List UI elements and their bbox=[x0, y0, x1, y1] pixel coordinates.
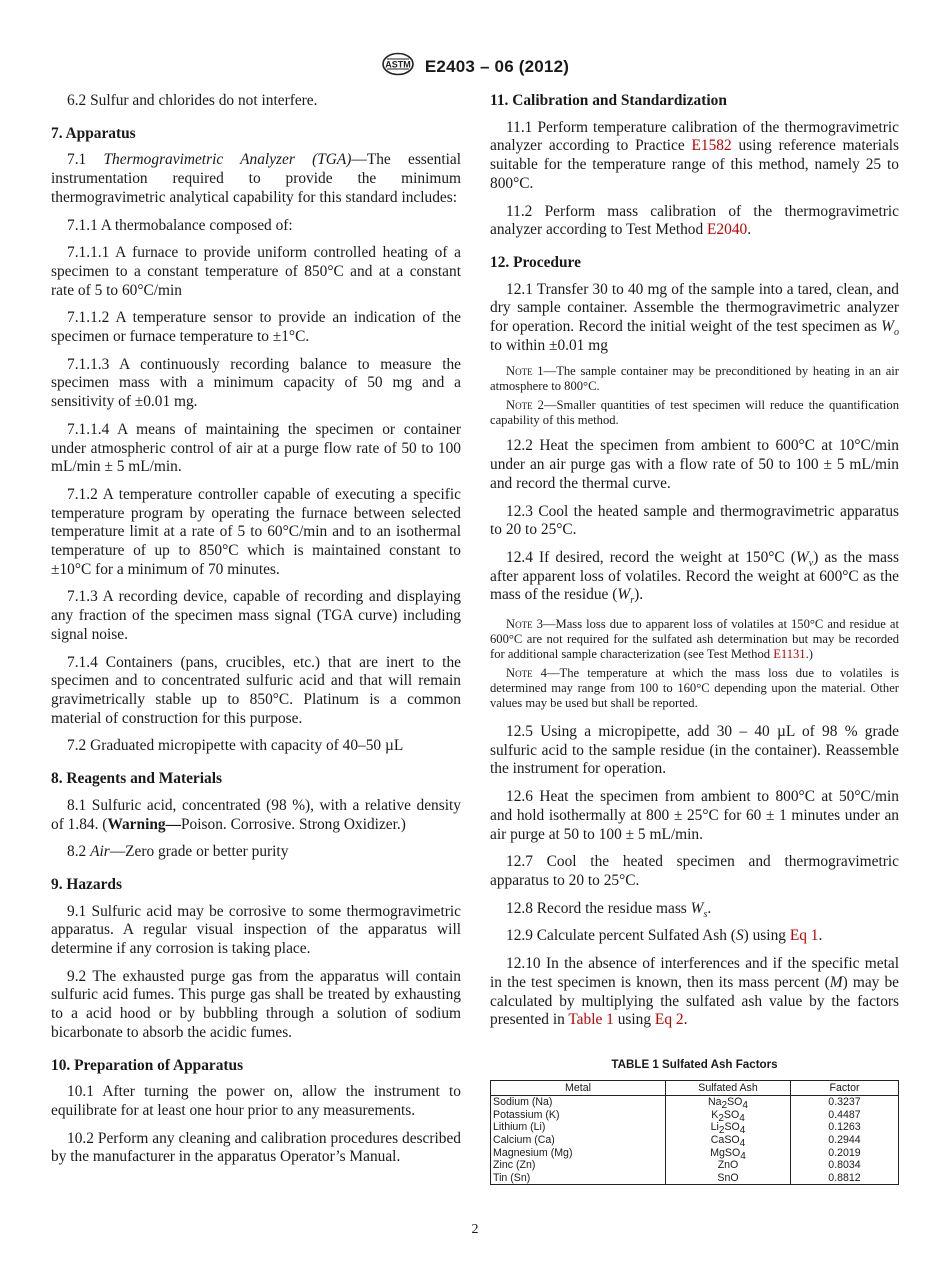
link-e1131[interactable]: E1131 bbox=[773, 647, 806, 662]
paragraph-text: . bbox=[747, 221, 752, 239]
paragraph-text: 12.9 Calculate percent Sulfated Ash ( bbox=[506, 927, 736, 945]
variable-subscript: o bbox=[894, 327, 899, 339]
cell-metal: Lithium (Li) bbox=[491, 1121, 666, 1134]
term: Thermogravimetric Analyzer (TGA) bbox=[103, 151, 352, 169]
cell-metal: Magnesium (Mg) bbox=[491, 1147, 666, 1160]
note-4 bbox=[490, 666, 899, 711]
paragraph-text: Poison. Corrosive. Strong Oxidizer.) bbox=[181, 815, 406, 833]
formula-part: SO bbox=[727, 1096, 743, 1109]
link-e1582[interactable]: E1582 bbox=[691, 137, 732, 155]
paragraph-text: using bbox=[613, 1011, 655, 1029]
cell-metal: Potassium (K) bbox=[491, 1109, 666, 1122]
formula-subscript: 4 bbox=[739, 1112, 745, 1124]
paragraph-7-1-1-1: 7.1.1.1 A furnace to provide uniform controlled heating of a specimen to a constant temperature of 850°C and at a constant rate of 5 to 60°C/min bbox=[51, 244, 461, 299]
formula-part: CaSO bbox=[710, 1133, 740, 1146]
paragraph-12-1 bbox=[490, 281, 899, 356]
paragraph-6-2: 6.2 Sulfur and chlorides do not interfere. bbox=[67, 92, 318, 109]
logo-text: ASTM bbox=[385, 59, 411, 70]
cell-sulfated-ash bbox=[666, 1133, 791, 1150]
section-7-heading: 7. Apparatus bbox=[51, 124, 136, 142]
paragraph-text: 12.8 Record the residue mass bbox=[506, 899, 691, 917]
note-text: .) bbox=[805, 647, 813, 662]
note-1 bbox=[490, 364, 899, 394]
note-label: Note 4 bbox=[506, 666, 547, 681]
paragraph-7-1-3: 7.1.3 A recording device, capable of recording and displaying any fraction of the specimen mass signal (TGA curve) including signal noise. bbox=[51, 588, 461, 643]
cell-sulfated-ash bbox=[666, 1121, 791, 1137]
paragraph-text: —The essential instrumentation required to provide the minimum thermogravimetric analytical capability for this standard includes: bbox=[51, 151, 461, 206]
cell-factor: 0.4487 bbox=[791, 1109, 899, 1122]
cell-factor: 0.2944 bbox=[791, 1134, 899, 1147]
paragraph-12-7: 12.7 Cool the heated specimen and thermogravimetric apparatus to 20 to 25°C. bbox=[490, 853, 899, 889]
paragraph-7-1-1-3: 7.1.1.3 A continuously recording balance to measure the specimen mass with a minimum capacity of 50 mg and a sensitivity of ±0.01 mg. bbox=[51, 355, 461, 411]
note-label: Note 2 bbox=[506, 398, 544, 413]
variable: W bbox=[617, 586, 631, 604]
paragraph-text: —Zero grade or better purity bbox=[109, 843, 289, 861]
paragraph-10-2: 10.2 Perform any cleaning and calibration procedures described by the manufacturer in the apparatus Operator’s Manual. bbox=[51, 1129, 461, 1166]
paragraph-text: . bbox=[683, 1011, 688, 1029]
paragraph-text: 11.1 Perform temperature calibration of the thermogravimetric analyzer according to Practice bbox=[490, 118, 899, 155]
cell-sulfated-ash bbox=[666, 1109, 791, 1122]
formula-part: SO bbox=[723, 1108, 740, 1121]
variable-subscript: s bbox=[703, 908, 708, 920]
formula-subscript: 4 bbox=[739, 1125, 746, 1137]
paragraph-12-2: 12.2 Heat the specimen from ambient to 600°C at 10°C/min under an air purge gas with a flow rate of 50 to 100 ± 5 mL/min and record the thermal curve. bbox=[490, 437, 899, 492]
note-label: Note 3 bbox=[506, 617, 543, 632]
section-12-heading: 12. Procedure bbox=[490, 253, 581, 271]
paragraph-text: 11.2 Perform mass calibration of the thermogravimetric analyzer according to Test Method bbox=[490, 202, 899, 239]
paragraph-9-1: 9.1 Sulfuric acid may be corrosive to some thermogravimetric apparatus. A regular visual inspection of the apparatus will determine if any corrosion is taking place. bbox=[51, 902, 461, 958]
link-eq1[interactable]: Eq 1 bbox=[789, 927, 819, 945]
table-row bbox=[491, 1096, 899, 1109]
note-text: —Smaller quantities of test specimen will reduce the quantification capability of this method. bbox=[490, 398, 899, 428]
formula-subscript: 4 bbox=[739, 1138, 746, 1150]
formula-subscript: 4 bbox=[742, 1100, 748, 1112]
paragraph-text: 12.10 In the absence of interferences and if the specific metal in the test specimen is known, then its mass percent ( bbox=[490, 955, 899, 991]
paragraph-7-2: 7.2 Graduated micropipette with capacity of 40–50 µL bbox=[67, 737, 404, 755]
note-label: Note 1 bbox=[506, 364, 544, 379]
page-header bbox=[0, 52, 950, 81]
paragraph-12-3: 12.3 Cool the heated sample and thermogravimetric apparatus to 20 to 25°C. bbox=[490, 502, 899, 539]
cell-factor: 0.3237 bbox=[791, 1096, 899, 1109]
paragraph-10-1: 10.1 After turning the power on, allow the instrument to equilibrate for at least one hour prior to any measurements. bbox=[51, 1083, 461, 1119]
paragraph-7-1 bbox=[51, 151, 461, 207]
cell-sulfated-ash: SnO bbox=[666, 1172, 791, 1185]
paragraph-12-10 bbox=[490, 955, 899, 1030]
variable: M bbox=[829, 973, 843, 991]
column-header-metal: Metal bbox=[491, 1080, 666, 1096]
term: Air bbox=[90, 843, 110, 861]
variable: W bbox=[690, 899, 704, 917]
paragraph-text: . bbox=[818, 927, 823, 945]
document-id: E2403 – 06 (2012) bbox=[424, 56, 570, 76]
column-header-sulfated-ash: Sulfated Ash bbox=[666, 1080, 791, 1096]
paragraph-text: . bbox=[707, 899, 712, 917]
paragraph-7-1-1-2: 7.1.1.2 A temperature sensor to provide an indication of the specimen or furnace temperature to ±1°C. bbox=[51, 309, 461, 346]
formula-part: MgSO bbox=[710, 1146, 741, 1159]
section-9-heading: 9. Hazards bbox=[51, 875, 122, 893]
paragraph-number: 7.1 bbox=[67, 151, 104, 169]
sulfated-ash-table bbox=[490, 1080, 899, 1186]
cell-sulfated-ash bbox=[666, 1096, 791, 1112]
formula-subscript: 4 bbox=[740, 1150, 746, 1162]
paragraph-11-2 bbox=[490, 203, 899, 240]
note-text: —Mass loss due to apparent loss of volatiles at 150°C and residue at 600°C are not required for the sulfated ash determination but may be recorded for additional sample characterization (see Test Method bbox=[490, 617, 899, 662]
paragraph-9-2: 9.2 The exhausted purge gas from the apparatus will contain sulfuric acid fumes. This purge gas shall be treated by exhausting to a acid hood or by bubbling through a solution of sodium bicarbonate to absorb the acidic fumes. bbox=[51, 967, 461, 1041]
cell-factor: 0.8812 bbox=[791, 1172, 899, 1185]
link-eq2[interactable]: Eq 2 bbox=[654, 1011, 684, 1029]
page-number: 2 bbox=[471, 1222, 479, 1237]
paragraph-text: ) as the mass after apparent loss of volatiles. Record the weight at 600°C as the mass of the residue ( bbox=[490, 548, 899, 604]
paragraph-text: 12.1 Transfer 30 to 40 mg of the sample into a tared, clean, and dry sample container. Assemble the thermogravimetric analyzer for operation. Record the initial weight of the test specimen as bbox=[490, 280, 899, 336]
note-2 bbox=[490, 398, 899, 428]
table-row bbox=[491, 1109, 899, 1122]
astm-logo-icon bbox=[381, 52, 415, 81]
table-header-row bbox=[491, 1080, 899, 1096]
variable: S bbox=[735, 927, 744, 945]
table-row bbox=[491, 1172, 899, 1185]
table-caption: TABLE 1 Sulfated Ash Factors bbox=[611, 1057, 778, 1071]
cell-factor: 0.1263 bbox=[791, 1121, 899, 1134]
cell-factor: 0.8034 bbox=[791, 1159, 899, 1172]
paragraph-text: ) may be calculated by multiplying the sulfated ash value by the factors presented in bbox=[490, 973, 899, 1029]
section-10-heading: 10. Preparation of Apparatus bbox=[51, 1056, 244, 1074]
paragraph-text: ). bbox=[634, 586, 644, 604]
formula-subscript: 2 bbox=[721, 1100, 728, 1112]
formula-part: SO bbox=[724, 1121, 740, 1134]
note-text: —The temperature at which the mass loss due to volatiles is determined may range from 100 to 160°C depending upon the material. Other values may be used but shall be reported. bbox=[490, 666, 899, 711]
paragraph-12-8 bbox=[490, 900, 899, 919]
formula-part: Li bbox=[710, 1121, 719, 1134]
section-11-heading: 11. Calibration and Standardization bbox=[490, 92, 727, 109]
paragraph-number: 8.2 bbox=[67, 843, 91, 861]
formula-part: K bbox=[711, 1108, 719, 1121]
paragraph-7-1-1-4: 7.1.1.4 A means of maintaining the specimen or container under atmospheric control of air at a purge flow rate of 50 to 100 mL/min ± 5 mL/min. bbox=[51, 420, 461, 476]
paragraph-12-9 bbox=[490, 927, 899, 946]
variable-subscript: r bbox=[630, 595, 635, 607]
warning-label: Warning— bbox=[107, 815, 181, 833]
cell-metal: Zinc (Zn) bbox=[491, 1159, 666, 1172]
formula-part: Na bbox=[708, 1096, 722, 1109]
link-table1[interactable]: Table 1 bbox=[568, 1011, 614, 1029]
variable-subscript: v bbox=[808, 558, 814, 570]
variable: W bbox=[881, 318, 894, 336]
table-row bbox=[491, 1147, 899, 1160]
paragraph-7-1-4: 7.1.4 Containers (pans, crucibles, etc.) that are inert to the specimen and to concentrated sulfuric acid and that will remain gravimetrically stable up to 850°C. Platinum is a common material of construction for this purpose. bbox=[51, 653, 461, 727]
cell-metal: Sodium (Na) bbox=[491, 1096, 666, 1109]
paragraph-7-1-2: 7.1.2 A temperature controller capable of executing a specific temperature program by operating the furnace between selected temperature limit at a rate of 5 to 60°C/min and to an isothermal temperature of up to 850°C which is maintained constant to ±10°C for a minimum of 70 minutes. bbox=[51, 485, 461, 578]
paragraph-12-6: 12.6 Heat the specimen from ambient to 800°C at 50°C/min and hold isothermally at 800 ± 25°C for 60 ± 1 minutes under an air purge at 50 to 100 ± 5 mL/min. bbox=[490, 788, 899, 843]
variable: W bbox=[795, 548, 809, 566]
cell-metal: Calcium (Ca) bbox=[491, 1134, 666, 1147]
cell-sulfated-ash: ZnO bbox=[666, 1159, 791, 1172]
cell-metal: Tin (Sn) bbox=[491, 1172, 666, 1185]
right-column bbox=[490, 92, 899, 1185]
formula-subscript: 2 bbox=[718, 1112, 724, 1124]
paragraph-11-1 bbox=[490, 119, 899, 194]
paragraph-text: 8.1 Sulfuric acid, concentrated (98 %), with a relative density of 1.84. ( bbox=[51, 796, 461, 833]
left-column bbox=[51, 92, 461, 1176]
paragraph-text: 12.4 If desired, record the weight at 150°C ( bbox=[506, 548, 796, 566]
section-8-heading: 8. Reagents and Materials bbox=[51, 770, 222, 788]
paragraph-text: to within ±0.01 mg bbox=[490, 336, 608, 354]
table-row bbox=[491, 1159, 899, 1172]
note-3 bbox=[490, 617, 899, 662]
paragraph-7-1-1: 7.1.1 A thermobalance composed of: bbox=[67, 216, 293, 234]
paragraph-8-2 bbox=[51, 843, 461, 862]
cell-sulfated-ash bbox=[666, 1147, 791, 1160]
paragraph-12-5: 12.5 Using a micropipette, add 30 – 40 µL of 98 % grade sulfuric acid to the sample residue (in the container). Reassemble the instrument for operation. bbox=[490, 723, 899, 778]
paragraph-12-4 bbox=[490, 549, 899, 605]
formula-subscript: 2 bbox=[718, 1125, 725, 1137]
table-row bbox=[491, 1134, 899, 1147]
table-row bbox=[491, 1121, 899, 1134]
column-header-factor: Factor bbox=[791, 1080, 899, 1096]
paragraph-text: using reference materials suitable for the temperature range of this method, namely 25 to 800°C. bbox=[490, 137, 899, 192]
paragraph-text: ) using bbox=[743, 927, 790, 945]
paragraph-8-1 bbox=[51, 797, 461, 834]
note-text: —The sample container may be preconditioned by heating in an air atmosphere to 800°C. bbox=[490, 364, 899, 394]
cell-factor: 0.2019 bbox=[791, 1147, 899, 1160]
link-e2040[interactable]: E2040 bbox=[707, 221, 748, 239]
